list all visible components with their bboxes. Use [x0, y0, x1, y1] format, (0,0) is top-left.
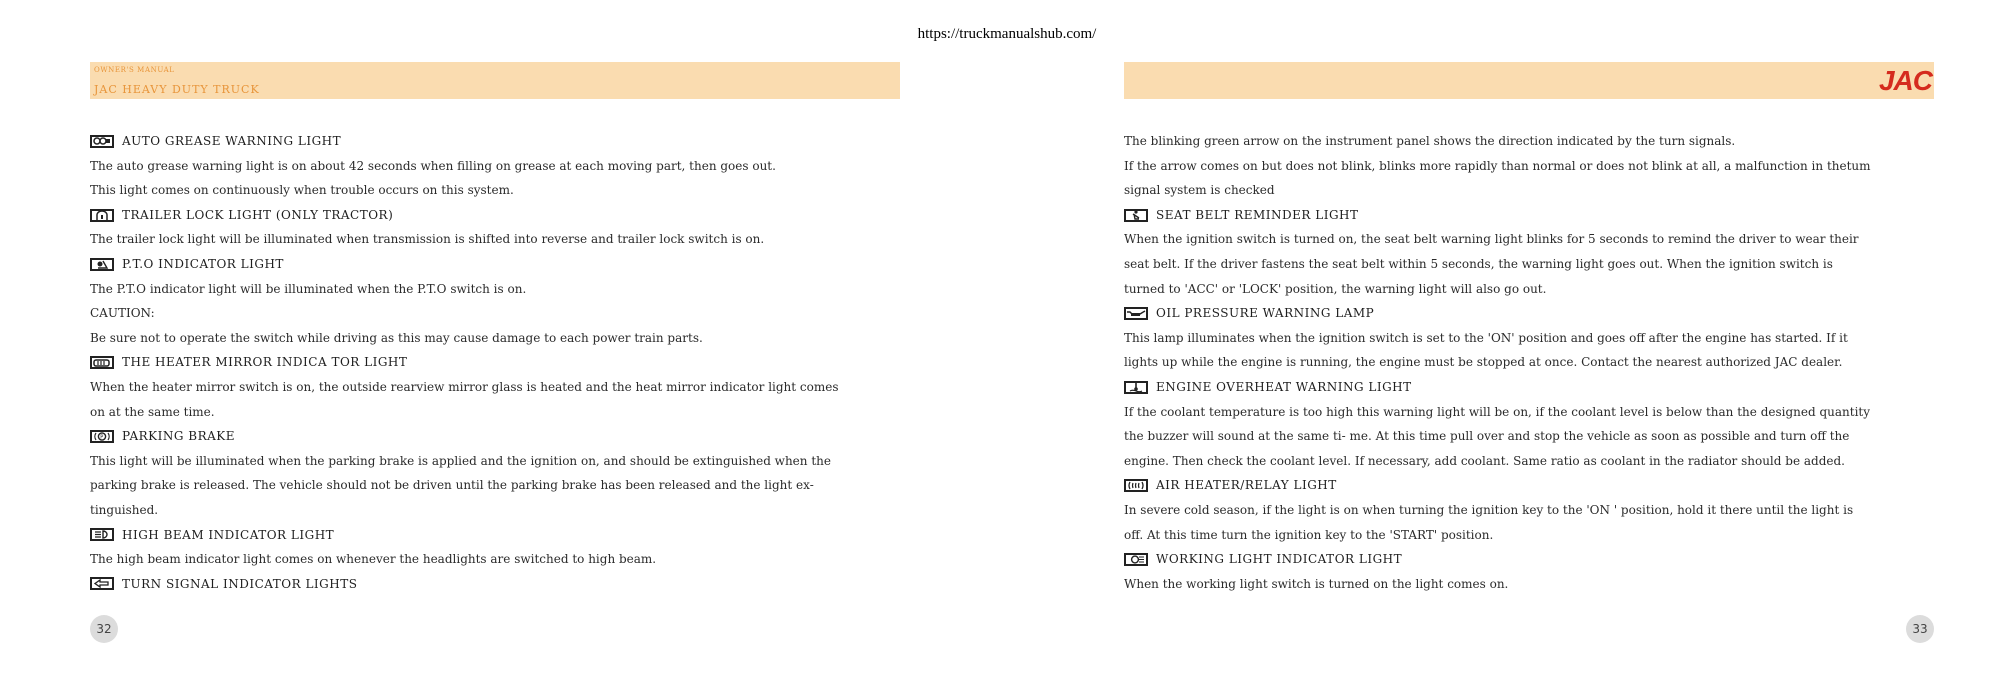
body-text-line: The blinking green arrow on the instrument panel shows the direction indicated by the turn signals.: [1124, 134, 1736, 148]
body-text-line: When the working light switch is turned on the light comes on.: [1124, 576, 1509, 591]
body-text-line: If the coolant temperature is too high this warning light will be on, if the coolant level is below than the designed quantity: [1124, 404, 1871, 419]
body-text-line: parking brake is released. The vehicle should not be driven until the parking brake has been released and the light ex-: [90, 478, 814, 493]
section-heading-text: ENGINE OVERHEAT WARNING LIGHT: [1156, 379, 1412, 394]
source-url[interactable]: https://truckmanualshub.com/: [917, 26, 1097, 42]
seat-belt-icon: [1124, 209, 1148, 222]
grease-icon: [90, 135, 114, 148]
section-heading-text: TRAILER LOCK LIGHT (ONLY TRACTOR): [122, 207, 394, 222]
page-number: 33: [1906, 615, 1934, 643]
body-text-line: on at the same time.: [90, 404, 215, 419]
working-light-icon: [1124, 553, 1148, 566]
header-title: JAC HEAVY DUTY TRUCK: [94, 83, 260, 96]
body-text-line: seat belt. If the driver fastens the seat belt within 5 seconds, the warning light goes out. When the ignition switch is: [1124, 256, 1833, 271]
section-heading-text: SEAT BELT REMINDER LIGHT: [1156, 207, 1359, 222]
section-heading: [90, 129, 900, 154]
right-page-content: [1124, 129, 1934, 596]
body-text-line: This light will be illuminated when the parking brake is applied and the ignition on, and should be extinguished when the: [90, 453, 831, 468]
section-heading: [90, 252, 900, 277]
heater-mirror-icon: [90, 356, 114, 369]
section-heading: [1124, 473, 1934, 498]
section-heading-text: AUTO GREASE WARNING LIGHT: [122, 134, 342, 148]
body-text-line: engine. Then check the coolant level. If necessary, add coolant. Same ratio as coolant in the radiator should be added.: [1124, 453, 1845, 468]
body-text-line: CAUTION:: [90, 306, 155, 321]
body-text-line: The trailer lock light will be illuminated when transmission is shifted into reverse and trailer lock switch is on.: [90, 232, 765, 247]
body-text-line: the buzzer will sound at the same ti- me. At this time pull over and stop the vehicle as soon as possible and turn off the: [1124, 429, 1850, 444]
page-number: 32: [90, 615, 118, 643]
page-33: [1124, 62, 1934, 596]
body-text-line: turned to 'ACC' or 'LOCK' position, the warning light will also go out.: [1124, 281, 1547, 296]
section-heading: [1124, 203, 1934, 228]
section-heading-text: WORKING LIGHT INDICATOR LIGHT: [1156, 552, 1403, 567]
body-text-line: In severe cold season, if the light is on when turning the ignition key to the 'ON ' position, hold it there until the light is: [1124, 502, 1854, 517]
page-32: [90, 62, 900, 596]
header-band: [90, 62, 900, 99]
body-text-line: tinguished.: [90, 502, 159, 517]
trailer-lock-icon: [90, 209, 114, 222]
body-text-line: The high beam indicator light comes on whenever the headlights are switched to high beam.: [90, 552, 657, 567]
body-text-line: The P.T.O indicator light will be illuminated when the P.T.O switch is on.: [90, 281, 527, 296]
body-text-line: off. At this time turn the ignition key to the 'START' position.: [1124, 527, 1494, 542]
air-heater-icon: [1124, 479, 1148, 492]
body-text-line: signal system is checked: [1124, 183, 1275, 198]
body-text-line: When the ignition switch is turned on, the seat belt warning light blinks for 5 seconds to remind the driver to wear their: [1124, 232, 1859, 247]
section-heading: [1124, 301, 1934, 326]
body-text-line: Be sure not to operate the switch while driving as this may cause damage to each power train parts.: [90, 330, 703, 345]
body-text-line: This light comes on continuously when trouble occurs on this system.: [90, 183, 514, 198]
oil-pressure-icon: [1124, 307, 1148, 320]
section-heading: [90, 203, 900, 228]
body-text-line: This lamp illuminates when the ignition switch is set to the 'ON' position and goes off after the engine has started. If it: [1124, 330, 1848, 345]
body-text-line: lights up while the engine is running, the engine must be stopped at once. Contact the nearest authorized JAC dealer.: [1124, 355, 1843, 370]
section-heading-text: TURN SIGNAL INDICATOR LIGHTS: [122, 576, 358, 591]
header-subtitle: OWNER'S MANUAL: [94, 66, 175, 74]
section-heading-text: AIR HEATER/RELAY LIGHT: [1156, 478, 1337, 493]
svg-text:P: P: [100, 434, 104, 441]
section-heading-text: HIGH BEAM INDICATOR LIGHT: [122, 527, 335, 542]
jac-logo: JAC: [1878, 65, 1932, 96]
body-text-line: If the arrow comes on but does not blink, blinks more rapidly than normal or does not blink at all, a malfunction in thetum: [1124, 158, 1871, 173]
section-heading: [90, 424, 900, 449]
section-heading-text: P.T.O INDICATOR LIGHT: [122, 256, 284, 271]
section-heading-text: PARKING BRAKE: [122, 429, 236, 444]
section-heading-text: THE HEATER MIRROR INDICA TOR LIGHT: [122, 355, 408, 370]
turn-signal-icon: [90, 577, 114, 590]
left-page-content: [90, 129, 900, 596]
engine-overheat-icon: [1124, 381, 1148, 394]
body-text-line: When the heater mirror switch is on, the outside rearview mirror glass is heated and the heat mirror indicator light comes: [90, 379, 839, 394]
body-text-line: The auto grease warning light is on about 42 seconds when filling on grease at each moving part, then goes out.: [90, 158, 776, 173]
section-heading-text: OIL PRESSURE WARNING LAMP: [1156, 306, 1375, 321]
high-beam-icon: [90, 528, 114, 541]
section-heading: [1124, 547, 1934, 572]
header-band: [1124, 62, 1934, 99]
section-heading: [90, 523, 900, 548]
section-heading: [1124, 375, 1934, 400]
section-heading: [90, 572, 900, 597]
pto-icon: [90, 258, 114, 271]
parking-brake-icon: [90, 430, 114, 443]
section-heading: [90, 350, 900, 375]
